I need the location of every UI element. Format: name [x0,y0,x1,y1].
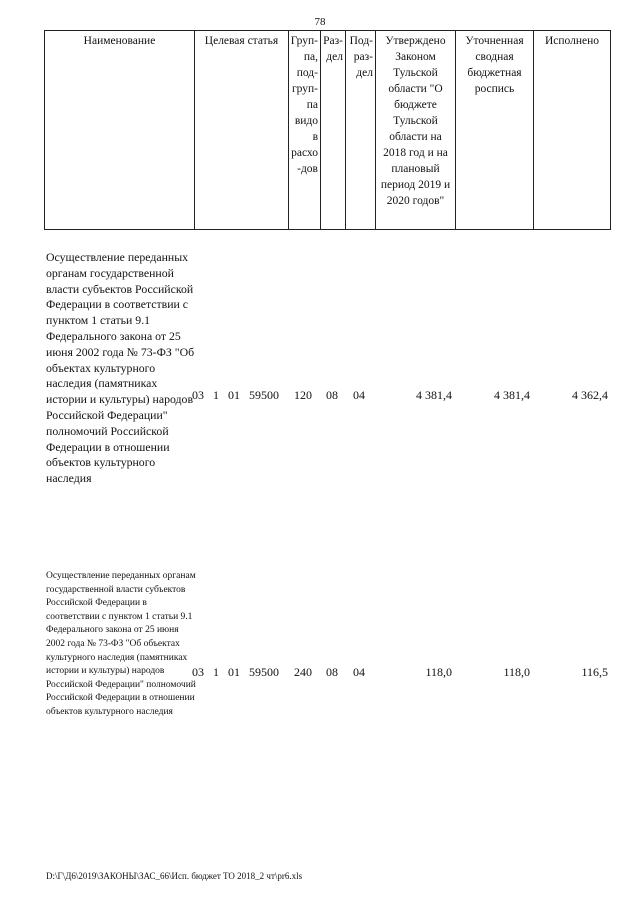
row-name: Осуществление переданных органам государственной власти субъектов Российской Федерации в соответствии с пунктом 1 статьи 9.1 Федерального закона от 25 июня 2002 года № 73-ФЗ "Об объектах культурного наследия (памятниках истории и культуры) народов Российской Федерации" полномочий Российской Федерации в отношении объектов культурного наследия [46,250,195,486]
header-approved-by-law: Утверждено Законом Тульской области "О бюджете Тульской области на 2018 год и на плановый период 2019 и 2020 годов" [376,31,456,230]
row-approved: 118,0 [425,665,452,679]
row-specified: 4 381,4 [494,388,530,402]
row-target-article: 03 1 01 59500 [192,388,279,402]
file-path-footer: D:\Г\Д6\2019\ЗАКОНЫ\ЗАС_66\Исп. бюджет ТО 2018_2 чт\pr6.xls [46,871,303,881]
row-subsection: 04 [353,388,365,402]
header-specified-budget: Уточненная сводная бюджетная роспись [456,31,534,230]
row-section: 08 [326,665,338,679]
header-section: Раз-дел [321,31,346,230]
row-subsection: 04 [353,665,365,679]
header-subsection: Под-раз-дел [346,31,376,230]
column-header-table [44,30,611,230]
header-target-article: Целевая статья [195,31,289,230]
row-specified: 118,0 [503,665,530,679]
row-expense-group: 240 [294,665,312,679]
row-target-article: 03 1 01 59500 [192,665,279,679]
row-executed: 116,5 [581,665,608,679]
row-expense-group: 120 [294,388,312,402]
header-name: Наименование [45,31,195,230]
row-executed: 4 362,4 [572,388,608,402]
header-expense-group: Груп-па, под-груп-па видов расхо-дов [289,31,321,230]
header-executed: Исполнено [534,31,611,230]
row-name: Осуществление переданных органам государственной власти субъектов Российской Федерации в соответствии с пунктом 1 статьи 9.1 Федерального закона от 25 июня 2002 года № 73-ФЗ "Об объектах культурного наследия (памятниках истории и культуры) народов Российской Федерации" полномочий Российской Федерации в отношении объектов культурного наследия [46,571,196,717]
row-approved: 4 381,4 [416,388,452,402]
page-number: 78 [314,16,326,28]
row-section: 08 [326,388,338,402]
